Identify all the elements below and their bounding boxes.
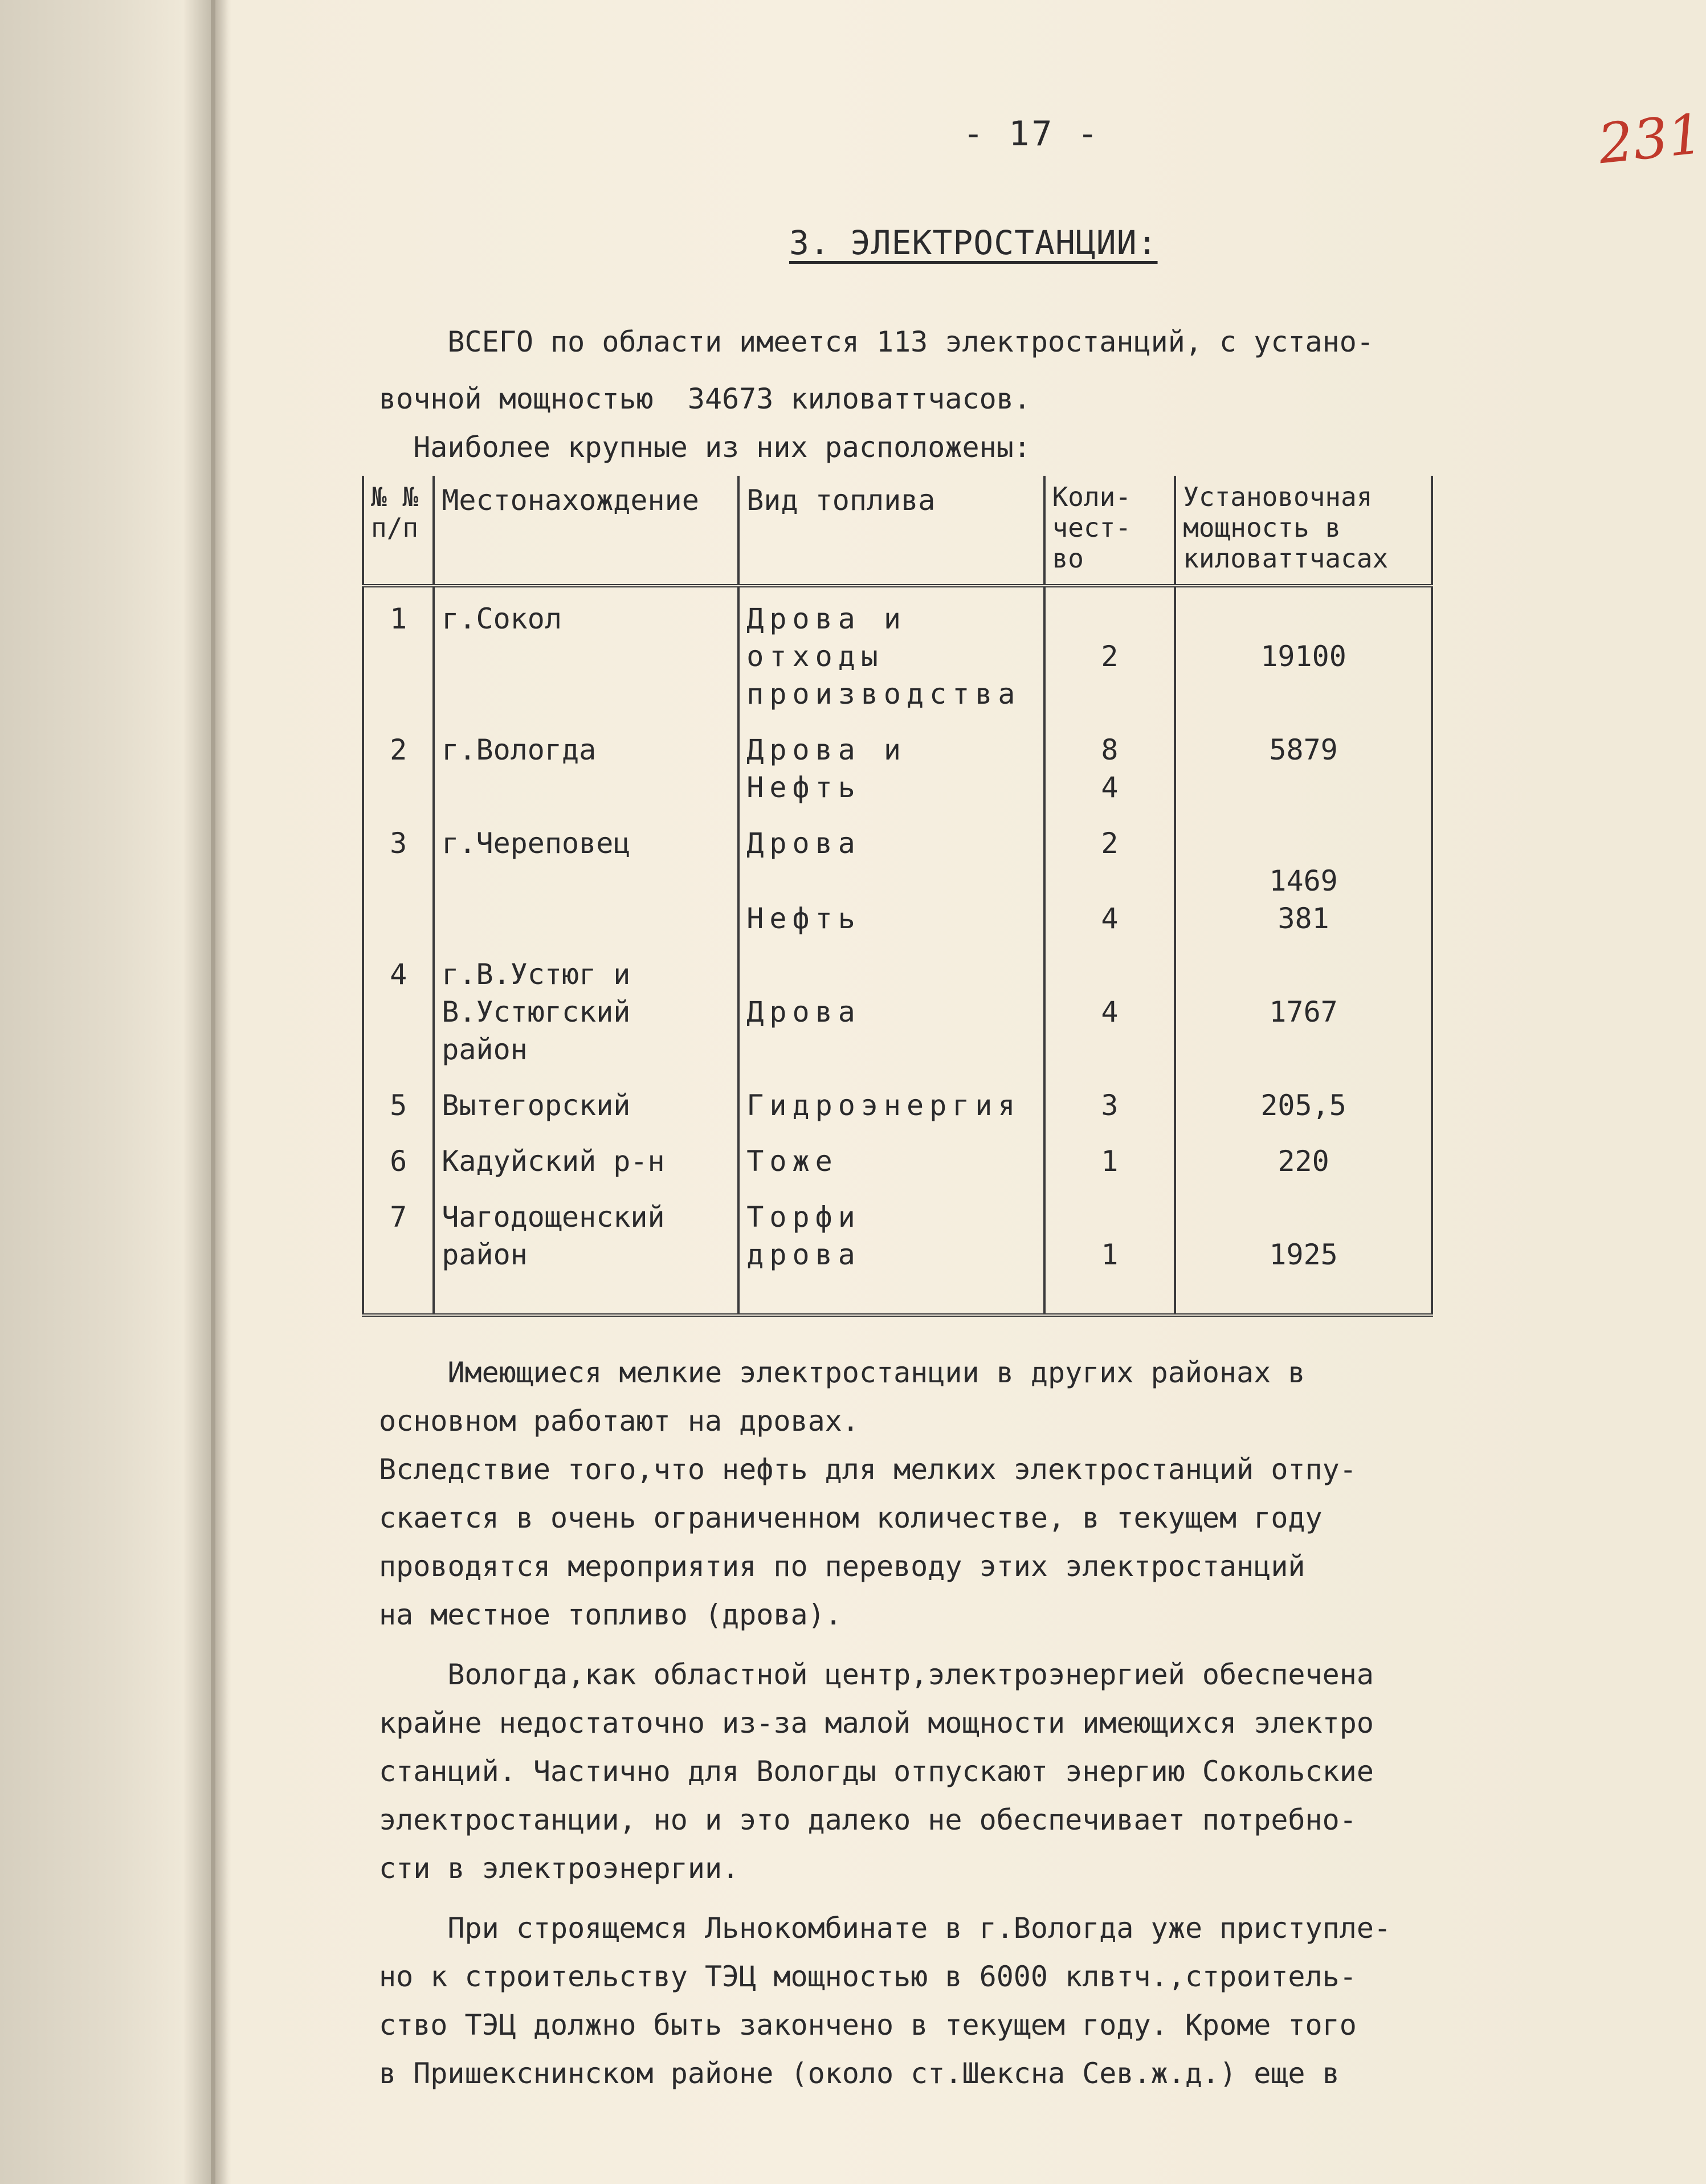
body-line: сти в электроэнергии. — [379, 1852, 740, 1885]
cell-power-line — [1183, 769, 1424, 806]
header-power — [1175, 476, 1432, 586]
cell-fuel — [738, 812, 1044, 943]
cell-fuel-line: Дрова и — [746, 733, 907, 766]
cell-location-line: В.Устюгский — [442, 995, 631, 1028]
cell-location-line: район — [442, 1033, 528, 1066]
cell-count-line — [1052, 600, 1168, 638]
cell-count-line: 4 — [1101, 902, 1119, 935]
cell-number-line: 5 — [390, 1089, 407, 1122]
cell-fuel — [738, 1130, 1044, 1186]
cell-count-line: 2 — [1101, 640, 1119, 673]
cell-power-line: 381 — [1278, 902, 1329, 935]
cell-count-line: 1 — [1101, 1145, 1119, 1178]
header-number — [363, 476, 434, 586]
cell-number — [363, 1074, 434, 1130]
table-row — [363, 1074, 1432, 1130]
header-number-line: п/п — [371, 512, 419, 543]
cell-location-line: Кадуйский р-н — [442, 1145, 665, 1178]
cell-power-line: 5879 — [1269, 733, 1338, 766]
cell-count-line — [1052, 1198, 1168, 1236]
header-number-line: № № — [371, 481, 419, 512]
table-row — [363, 1186, 1432, 1315]
cell-power-line: 19100 — [1260, 640, 1346, 673]
cell-count-line: 2 — [1101, 827, 1119, 860]
cell-location-line: г.В.Устюг и — [442, 958, 631, 991]
cell-count — [1044, 1130, 1176, 1186]
body-line: в Пришекснинском районе (около ст.Шексна Сев.ж.д.) еще в — [379, 2057, 1340, 2090]
table-row — [363, 586, 1432, 719]
header-location: Местонахождение — [434, 476, 738, 586]
cell-power — [1175, 1186, 1432, 1315]
cell-power-line: 1925 — [1269, 1238, 1338, 1271]
header-count — [1044, 476, 1176, 586]
cell-location-line: Вытегорский — [442, 1089, 631, 1122]
cell-fuel — [738, 1186, 1044, 1315]
cell-count-line — [1052, 862, 1168, 900]
cell-fuel — [738, 719, 1044, 812]
body-line: но к строительству ТЭЦ мощностью в 6000 клвтч.,строитель- — [379, 1960, 1357, 1993]
cell-location-line: г.Вологда — [442, 733, 597, 766]
cell-number-line: 4 — [390, 958, 407, 991]
cell-power-line — [1183, 824, 1424, 862]
cell-number-line: 6 — [390, 1145, 407, 1178]
cell-fuel — [738, 1074, 1044, 1130]
body-line: крайне недостаточно из-за малой мощности имеющихся электро — [379, 1707, 1374, 1740]
cell-fuel-line: Гидроэнергия — [746, 1089, 1021, 1122]
cell-location — [434, 586, 738, 719]
cell-number-line: 3 — [390, 827, 407, 860]
cell-power-line: 1767 — [1269, 995, 1338, 1028]
cell-power — [1175, 1130, 1432, 1186]
cell-power-line — [1183, 956, 1424, 993]
cell-location-line: район — [442, 1238, 528, 1271]
body-line: проводятся мероприятия по переводу этих электростанций — [379, 1550, 1305, 1583]
cell-count-line: 4 — [1101, 771, 1119, 804]
archive-folio-number: 231 — [1595, 101, 1706, 177]
intro-line: вочной мощностью 34673 киловаттчасов. — [379, 382, 1031, 415]
cell-power — [1175, 586, 1432, 719]
cell-location — [434, 719, 738, 812]
cell-location — [434, 1074, 738, 1130]
cell-count — [1044, 719, 1176, 812]
cell-count — [1044, 812, 1176, 943]
cell-fuel-line — [746, 862, 1036, 900]
body-line: При строящемся Льнокомбинате в г.Вологда уже приступле- — [379, 1912, 1391, 1945]
body-line: ство ТЭЦ должно быть закончено в текущем году. Кроме того — [379, 2009, 1357, 2042]
cell-location — [434, 812, 738, 943]
table-header — [363, 476, 1432, 586]
cell-count — [1044, 1074, 1176, 1130]
cell-count — [1044, 1186, 1176, 1315]
cell-number — [363, 586, 434, 719]
page-number: - 17 - — [963, 114, 1100, 154]
cell-count — [1044, 586, 1176, 719]
cell-fuel-line: Нефть — [746, 902, 861, 935]
intro-line: Наиболее крупные из них расположены: — [379, 431, 1031, 464]
cell-location-line: г.Сокол — [442, 602, 562, 635]
cell-location — [434, 943, 738, 1074]
header-count-line: Коли- — [1052, 481, 1132, 512]
header-count-line: во — [1052, 543, 1084, 574]
cell-number — [363, 812, 434, 943]
cell-count-line: 4 — [1101, 995, 1119, 1028]
body-line: на местное топливо (дрова). — [379, 1598, 842, 1631]
cell-fuel-line: Дрова — [746, 995, 861, 1028]
cell-power — [1175, 1074, 1432, 1130]
cell-number-line: 1 — [390, 602, 407, 635]
cell-power — [1175, 812, 1432, 943]
cell-count-line: 8 — [1101, 733, 1119, 766]
cell-location-line: Чагодощенский — [442, 1201, 665, 1234]
table-row — [363, 812, 1432, 943]
table-body — [363, 586, 1432, 1315]
cell-location — [434, 1130, 738, 1186]
body-line: Вследствие того,что нефть для мелких электростанций отпу- — [379, 1453, 1357, 1486]
cell-power-line: 1469 — [1269, 864, 1338, 897]
cell-power-line — [1183, 600, 1424, 638]
adjacent-left-page — [0, 0, 215, 2184]
cell-fuel-line: Нефть — [746, 771, 861, 804]
intro-line: ВСЕГО по области имеется 113 электростанций, с устано- — [379, 325, 1374, 358]
cell-count-line: 3 — [1101, 1089, 1119, 1122]
cell-power — [1175, 719, 1432, 812]
body-line: скается в очень ограниченном количестве, в текущем году — [379, 1501, 1323, 1534]
cell-power-line: 205,5 — [1260, 1089, 1346, 1122]
power-stations-table — [362, 476, 1433, 1317]
cell-number — [363, 943, 434, 1074]
cell-fuel-line — [746, 956, 1036, 993]
header-count-line: чест- — [1052, 512, 1132, 543]
cell-count — [1044, 943, 1176, 1074]
header-fuel: Вид топлива — [738, 476, 1044, 586]
document-page — [228, 0, 1706, 2184]
cell-count-line — [1052, 956, 1168, 993]
cell-fuel-line: Тоже — [746, 1145, 838, 1178]
body-line: станций. Частично для Вологды отпускают энергию Сокольские — [379, 1755, 1374, 1788]
cell-fuel — [738, 586, 1044, 719]
cell-number — [363, 1130, 434, 1186]
body-line: основном работают на дровах. — [379, 1405, 859, 1438]
cell-location — [434, 1186, 738, 1315]
cell-power — [1175, 943, 1432, 1074]
section-title: 3. ЭЛЕКТРОСТАНЦИИ: — [789, 223, 1158, 262]
header-power-line: киловаттчасах — [1183, 543, 1389, 574]
cell-fuel-line: Торфи — [746, 1201, 861, 1234]
cell-power-line — [1183, 1198, 1424, 1236]
cell-count-line: 1 — [1101, 1238, 1119, 1271]
header-power-line: мощность в — [1183, 512, 1341, 543]
cell-number — [363, 1186, 434, 1315]
cell-number — [363, 719, 434, 812]
body-line: электростанции, но и это далеко не обеспечивает потребно- — [379, 1803, 1357, 1836]
cell-number-line: 2 — [390, 733, 407, 766]
body-line: Вологда,как областной центр,электроэнергией обеспечена — [379, 1658, 1374, 1691]
cell-power-line: 220 — [1278, 1145, 1329, 1178]
cell-fuel-line: производства — [746, 677, 1021, 711]
cell-fuel-line: Дрова и отходы — [746, 602, 907, 673]
body-line: Имеющиеся мелкие электростанции в других районах в — [379, 1356, 1305, 1389]
table-row — [363, 1130, 1432, 1186]
cell-fuel — [738, 943, 1044, 1074]
cell-location-line: г.Череповец — [442, 827, 631, 860]
header-power-line: Установочная — [1183, 481, 1373, 512]
table-row — [363, 943, 1432, 1074]
table-row — [363, 719, 1432, 812]
cell-number-line: 7 — [390, 1201, 407, 1234]
cell-fuel-line: дрова — [746, 1238, 861, 1271]
cell-fuel-line: Дрова — [746, 827, 861, 860]
